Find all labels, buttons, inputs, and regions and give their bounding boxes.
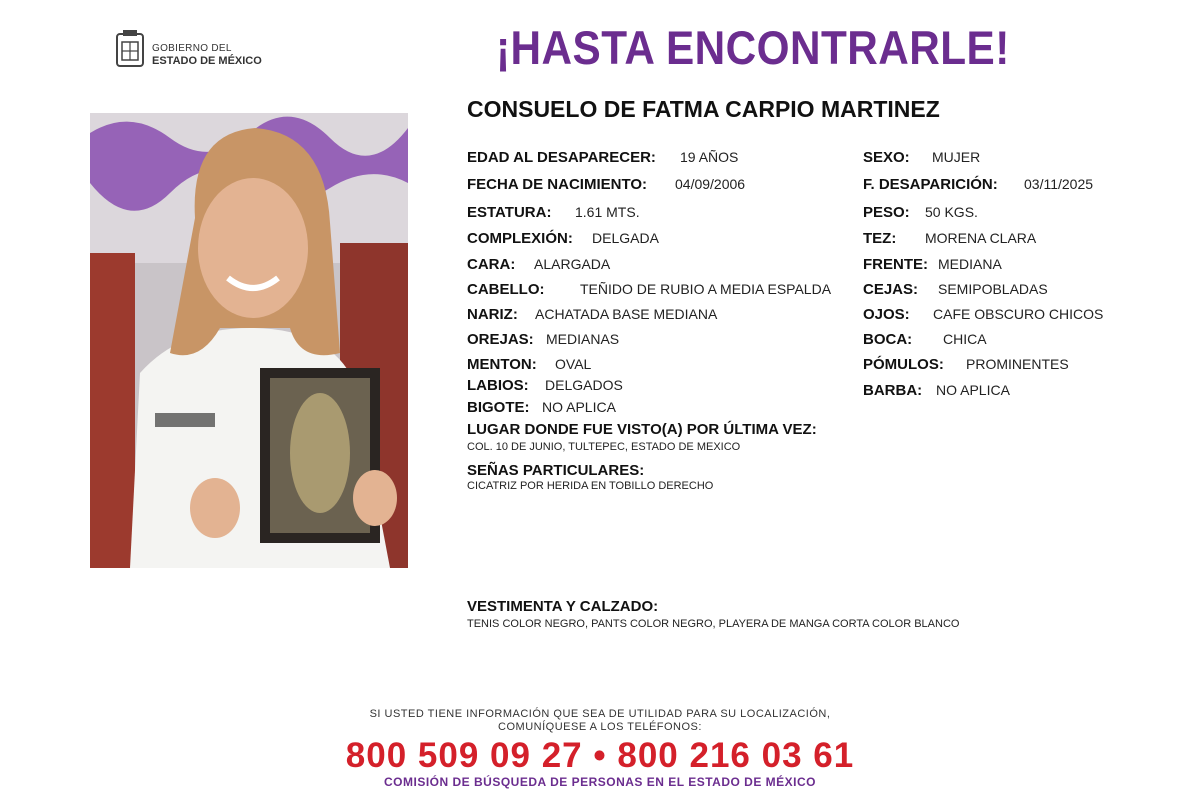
person-name: CONSUELO DE FATMA CARPIO MARTINEZ — [467, 96, 940, 122]
value-nose: ACHATADA BASE MEDIANA — [535, 306, 718, 322]
label-build: COMPLEXIÓN: — [467, 230, 573, 247]
government-logo — [115, 30, 285, 70]
value-complexion: MORENA CLARA — [925, 230, 1037, 246]
label-age: EDAD AL DESAPARECER: — [467, 149, 656, 166]
value-mouth: CHICA — [943, 331, 987, 347]
value-lips: DELGADOS — [545, 377, 623, 393]
value-chin: OVAL — [555, 356, 592, 372]
label-sex: SEXO: — [863, 149, 910, 166]
value-build: DELGADA — [592, 230, 659, 246]
value-clothing: TENIS COLOR NEGRO, PANTS COLOR NEGRO, PLAYERA DE MANGA CORTA COLOR BLANCO — [467, 618, 960, 630]
label-ears: OREJAS: — [467, 331, 534, 348]
value-beard: NO APLICA — [936, 382, 1010, 398]
label-forehead: FRENTE: — [863, 256, 928, 273]
label-chin: MENTON: — [467, 356, 537, 373]
value-height: 1.61 MTS. — [575, 204, 640, 220]
phone-number-1[interactable]: 800 509 09 27 — [345, 736, 583, 775]
value-last-seen: COL. 10 DE JUNIO, TULTEPEC, ESTADO DE MEXICO — [467, 441, 741, 453]
value-mustache: NO APLICA — [542, 399, 616, 415]
headline: ¡HASTA ENCONTRARLE! — [496, 21, 1010, 74]
label-weight: PESO: — [863, 204, 910, 221]
label-mustache: BIGOTE: — [467, 399, 530, 416]
label-nose: NARIZ: — [467, 306, 518, 323]
value-forehead: MEDIANA — [938, 256, 1002, 272]
logo-line-1: GOBIERNO DEL — [152, 43, 232, 54]
label-complexion: TEZ: — [863, 230, 897, 247]
value-eyebrows: SEMIPOBLADAS — [938, 281, 1048, 297]
label-clothing: VESTIMENTA Y CALZADO: — [467, 598, 659, 615]
value-age: 19 AÑOS — [680, 149, 739, 165]
label-distinguishing-marks: SEÑAS PARTICULARES: — [467, 462, 645, 479]
value-cheekbones: PROMINENTES — [966, 356, 1069, 372]
commission-name: COMISIÓN DE BÚSQUEDA DE PERSONAS EN EL ESTADO DE MÉXICO — [384, 775, 816, 789]
logo-line-2: ESTADO DE MÉXICO — [152, 55, 262, 67]
label-last-seen: LUGAR DONDE FUE VISTO(A) POR ÚLTIMA VEZ: — [467, 421, 817, 438]
value-disappearance-date: 03/11/2025 — [1024, 176, 1094, 192]
label-face: CARA: — [467, 256, 516, 273]
label-disappearance-date: F. DESAPARICIÓN: — [863, 176, 998, 193]
phone-number-2[interactable]: 800 216 03 61 — [617, 736, 855, 775]
value-hair: TEÑIDO DE RUBIO A MEDIA ESPALDA — [580, 281, 832, 297]
label-mouth: BOCA: — [863, 331, 913, 348]
value-ears: MEDIANAS — [546, 331, 620, 347]
label-lips: LABIOS: — [467, 377, 529, 394]
info-line-2: COMUNÍQUESE A LOS TELÉFONOS: — [498, 721, 702, 733]
phone-separator: • — [593, 736, 607, 775]
value-distinguishing-marks: CICATRIZ POR HERIDA EN TOBILLO DERECHO — [467, 480, 714, 492]
label-cheekbones: PÓMULOS: — [863, 356, 944, 373]
label-height: ESTATURA: — [467, 204, 552, 221]
label-eyes: OJOS: — [863, 306, 910, 323]
phone-numbers — [0, 736, 1200, 776]
value-eyes: CAFE OBSCURO CHICOS — [933, 306, 1104, 322]
label-hair: CABELLO: — [467, 281, 545, 298]
state-seal-icon — [115, 30, 145, 68]
value-birth-date: 04/09/2006 — [675, 176, 746, 192]
label-birth-date: FECHA DE NACIMIENTO: — [467, 176, 647, 193]
label-beard: BARBA: — [863, 382, 923, 399]
label-eyebrows: CEJAS: — [863, 281, 919, 298]
value-face: ALARGADA — [534, 256, 611, 272]
info-line-1: SI USTED TIENE INFORMACIÓN QUE SEA DE UTILIDAD PARA SU LOCALIZACIÓN, — [369, 708, 831, 720]
value-weight: 50 KGS. — [925, 204, 978, 220]
value-sex: MUJER — [932, 149, 981, 165]
missing-person-photo — [90, 113, 408, 568]
